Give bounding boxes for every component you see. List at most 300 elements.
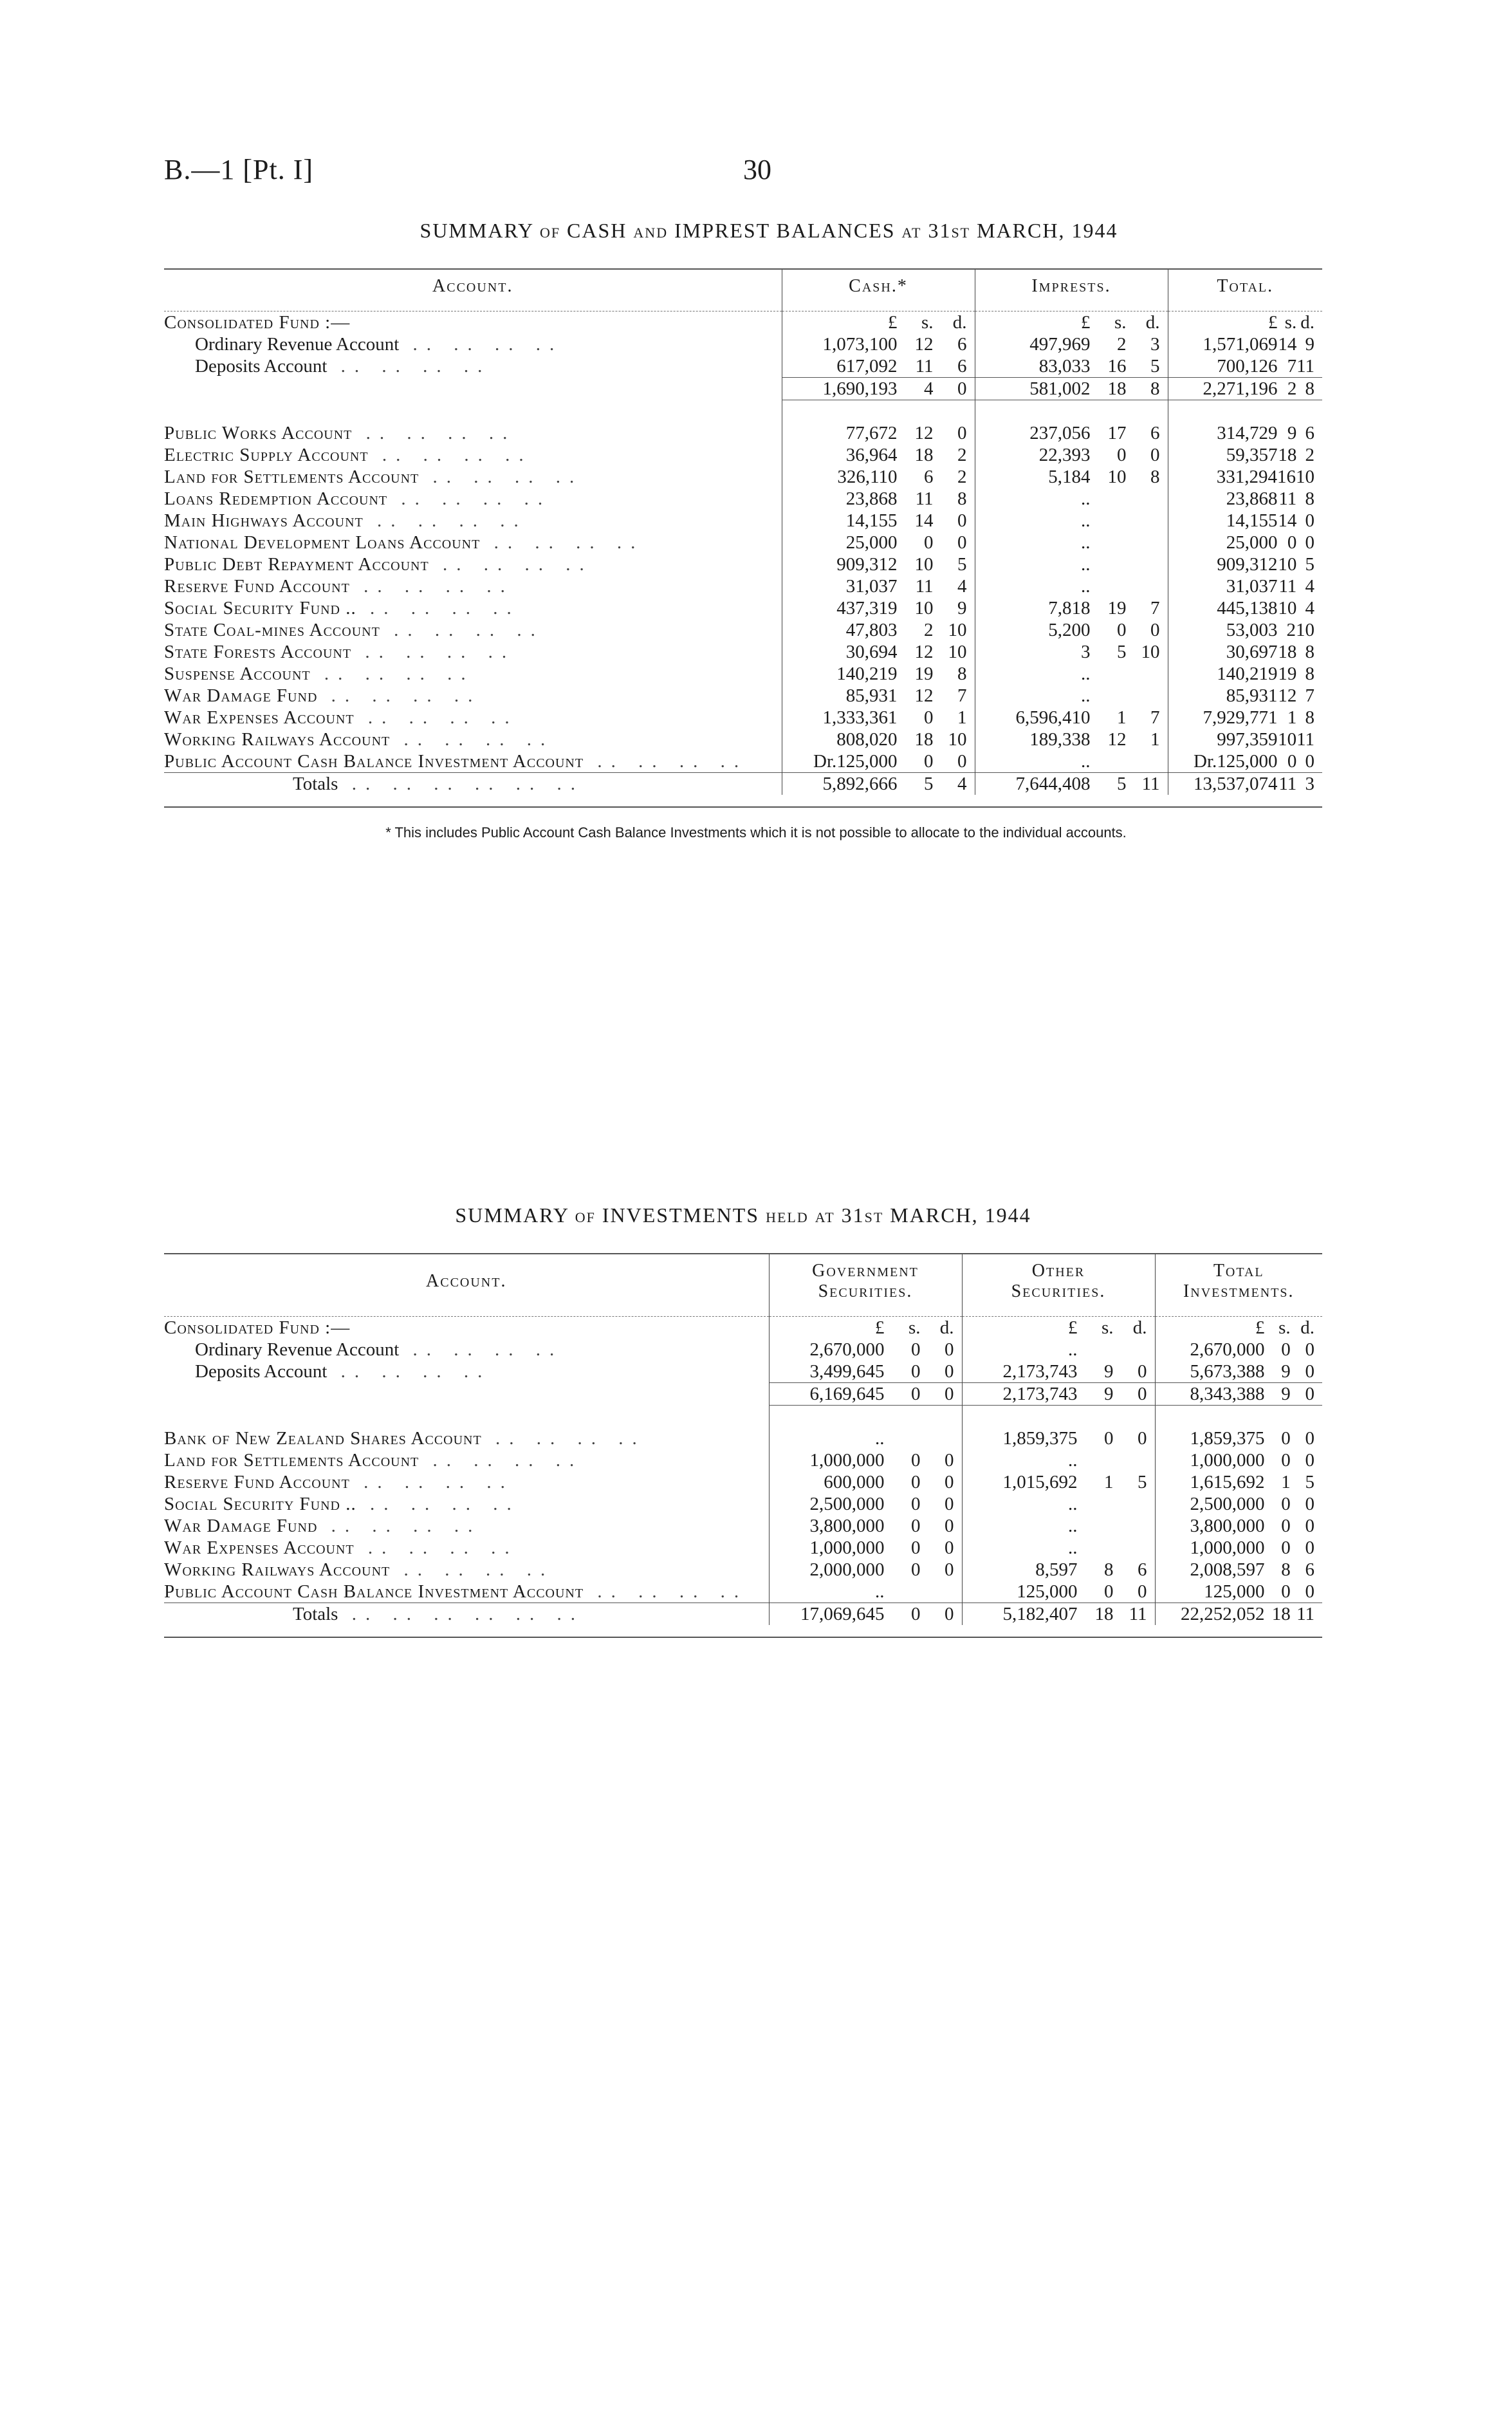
- shillings-value: 14: [1278, 510, 1297, 531]
- amount-cell: [1168, 641, 1322, 663]
- amount: [975, 553, 1168, 575]
- account-name: Public Account Cash Balance Investment Account: [164, 1581, 584, 1602]
- shillings-value: 12: [1107, 729, 1127, 750]
- amount-cell: [1155, 1493, 1322, 1515]
- leader-dots: .. .. .. ..: [327, 356, 492, 377]
- shilling-unit: s.: [1284, 312, 1297, 333]
- pounds-value: ..: [875, 1581, 885, 1602]
- amount: [1156, 1603, 1323, 1625]
- shillings-value: 0: [1281, 1428, 1291, 1449]
- pence-value: 6: [1138, 1559, 1147, 1580]
- header-other-securities: [962, 1254, 1155, 1317]
- pound-unit: £: [1081, 312, 1091, 333]
- pounds-value: 326,110: [837, 467, 898, 487]
- table-row: [164, 1515, 1322, 1537]
- investments-closing-rule: [164, 1637, 1322, 1638]
- unit-cell: [782, 311, 975, 334]
- pence-value: 0: [945, 1494, 954, 1514]
- pence-value: 4: [957, 774, 967, 794]
- leader-dots: .. .. .. ..: [368, 445, 533, 465]
- pounds-value: 617,092: [836, 356, 898, 376]
- pounds-value: ..: [1068, 1494, 1078, 1514]
- amount: [975, 466, 1168, 488]
- pence-value: 11: [1296, 729, 1314, 750]
- amount: [782, 729, 975, 750]
- amount: [782, 575, 975, 597]
- account-name-cell: [164, 597, 782, 619]
- shillings-value: 16: [1277, 467, 1296, 487]
- shillings-value: 0: [911, 1450, 921, 1471]
- amount: [975, 355, 1168, 377]
- pounds-value: 25,000: [1226, 532, 1278, 553]
- pence-value: 8: [1305, 642, 1314, 662]
- amount: [1168, 355, 1323, 377]
- pounds-value: 909,312: [1217, 554, 1278, 575]
- pounds-value: 22,393: [1038, 445, 1091, 465]
- shillings-value: 18: [1278, 642, 1297, 662]
- pence-value: 8: [1305, 707, 1314, 728]
- table-row: [164, 444, 1322, 466]
- pence-unit: d.: [1300, 1317, 1314, 1338]
- pounds-value: 497,969: [1029, 334, 1091, 355]
- pence-value: [1114, 1493, 1147, 1515]
- amount: [1156, 1339, 1323, 1361]
- amount-cell: [1168, 685, 1322, 707]
- unit-cell: [975, 311, 1168, 334]
- pence-value: 6: [1305, 423, 1314, 443]
- currency-units: [1156, 1317, 1323, 1339]
- pence-value: 0: [957, 378, 967, 399]
- amount: [975, 663, 1168, 685]
- shillings-value: 19: [1278, 664, 1297, 684]
- table-row: [164, 532, 1322, 553]
- pounds-value: 1,000,000: [809, 1450, 885, 1471]
- shillings-value: 11: [915, 356, 934, 376]
- pence-value: 10: [948, 729, 967, 750]
- blank-cell: [769, 1406, 962, 1428]
- amount: [770, 1537, 962, 1559]
- amount: [1156, 1427, 1323, 1449]
- table-row: [164, 707, 1322, 729]
- account-name-cell: [164, 333, 782, 355]
- shillings-value: 10: [914, 598, 934, 618]
- blank-cell: [782, 400, 975, 423]
- amount-cell: [1155, 1471, 1322, 1493]
- pounds-value: 13,537,074: [1194, 774, 1278, 794]
- pounds-value: 1,690,193: [822, 378, 898, 399]
- pounds-value: 5,184: [1048, 467, 1091, 487]
- amount: [975, 729, 1168, 750]
- shillings-value: 14: [1278, 334, 1297, 355]
- amount-cell: [975, 553, 1168, 575]
- pence-value: 7: [1150, 707, 1160, 728]
- account-name-cell: [164, 685, 782, 707]
- table-row: [164, 1581, 1322, 1603]
- pence-value: 1: [957, 707, 967, 728]
- leader-dots: .. .. .. ..: [419, 467, 584, 487]
- amount-cell: [962, 1449, 1155, 1471]
- account-name-cell: [164, 532, 782, 553]
- shillings-value: 10: [1278, 554, 1297, 575]
- amount-cell: [769, 1537, 962, 1559]
- leader-dots: .. .. .. ..: [363, 510, 528, 531]
- pence-value: 0: [1150, 620, 1160, 640]
- pounds-value: 140,219: [1217, 664, 1278, 684]
- amount-cell: [975, 532, 1168, 553]
- pounds-value: 437,319: [836, 598, 898, 618]
- account-name-cell: [164, 510, 782, 532]
- shillings-value: 0: [1281, 1538, 1291, 1558]
- pence-value: 2: [1305, 445, 1314, 465]
- amount: [963, 1493, 1155, 1515]
- pence-value: [1114, 1449, 1147, 1471]
- account-name-cell: [164, 1493, 769, 1515]
- investments-table-body: [164, 1317, 1322, 1626]
- account-name: Land for Settlements Account: [164, 467, 419, 487]
- amount-cell: [1168, 466, 1322, 488]
- shillings-value: 17: [1107, 423, 1127, 443]
- shillings-value: 12: [914, 685, 934, 706]
- shillings-value: 0: [924, 532, 934, 553]
- shillings-value: 18: [1271, 1604, 1291, 1624]
- amount: [975, 685, 1168, 707]
- shillings-value: 4: [924, 378, 934, 399]
- shilling-unit: s.: [921, 312, 934, 333]
- amount: [782, 422, 975, 444]
- unit-cell: [1168, 311, 1322, 334]
- amount: [770, 1339, 962, 1361]
- leader-dots: .. .. .. ..: [429, 554, 593, 575]
- shillings-value: 1: [1104, 1472, 1114, 1492]
- amount-cell: [769, 1493, 962, 1515]
- pence-value: [1114, 1339, 1147, 1361]
- pence-value: 8: [1150, 378, 1160, 399]
- pounds-value: Dr.125,000: [1194, 751, 1278, 772]
- amount-cell: [962, 1427, 1155, 1449]
- account-name-cell: [164, 1339, 769, 1361]
- currency-units: [782, 311, 975, 333]
- amount-cell: [769, 1581, 962, 1603]
- pounds-value: 1,333,361: [822, 707, 898, 728]
- pence-value: [921, 1581, 954, 1603]
- amount: [1168, 466, 1323, 488]
- amount: [782, 641, 975, 663]
- totals-row: [164, 773, 1322, 795]
- amount-cell: [975, 729, 1168, 750]
- pounds-value: ..: [1081, 510, 1091, 531]
- shillings-value: 0: [1117, 445, 1127, 465]
- amount-cell: [769, 1471, 962, 1493]
- table-row: [164, 663, 1322, 685]
- leader-dots: .. .. .. ..: [584, 751, 748, 772]
- pence-unit: d.: [1300, 312, 1314, 333]
- pence-value: 5: [957, 554, 967, 575]
- table-row: [164, 488, 1322, 510]
- amount: [1168, 685, 1323, 707]
- header-gov-line2: Securities.: [818, 1281, 913, 1301]
- table-row: [164, 1493, 1322, 1515]
- pounds-value: 25,000: [845, 532, 898, 553]
- pounds-value: ..: [1081, 664, 1091, 684]
- pence-value: 0: [945, 1384, 954, 1404]
- amount-cell: [1168, 333, 1322, 355]
- account-name-cell: [164, 575, 782, 597]
- table-row: [164, 1427, 1322, 1449]
- pounds-value: 125,000: [1204, 1581, 1265, 1602]
- pence-value: 0: [1305, 751, 1314, 772]
- currency-units: [963, 1317, 1155, 1339]
- pence-value: 5: [1138, 1472, 1147, 1492]
- shilling-unit: s.: [1101, 1317, 1114, 1338]
- pence-value: [1127, 750, 1160, 772]
- amount: [782, 597, 975, 619]
- pence-value: [1127, 488, 1160, 510]
- account-name: Ordinary Revenue Account: [195, 1339, 400, 1360]
- pence-value: 11: [1141, 774, 1160, 794]
- leader-dots: .. .. .. ..: [352, 423, 517, 443]
- pounds-value: 1,000,000: [1190, 1450, 1265, 1471]
- amount-cell: [1155, 1581, 1322, 1603]
- pounds-value: 600,000: [824, 1472, 885, 1492]
- amount: [782, 444, 975, 466]
- amount-cell: [782, 619, 975, 641]
- shillings-value: 18: [1107, 378, 1127, 399]
- pounds-value: 1,015,692: [1002, 1472, 1078, 1492]
- pence-value: 11: [1296, 1604, 1314, 1624]
- amount-cell: [1155, 1603, 1322, 1626]
- shillings-value: [1078, 1537, 1114, 1559]
- pence-value: [1127, 685, 1160, 707]
- pounds-value: 5,200: [1048, 620, 1091, 640]
- totals-label-cell: [164, 1603, 769, 1626]
- leader-dots: .. .. .. ..: [354, 1538, 519, 1558]
- pounds-value: 2,271,196: [1203, 378, 1278, 399]
- amount: [1168, 641, 1323, 663]
- unit-cell: [962, 1317, 1155, 1339]
- pence-value: [1127, 553, 1160, 575]
- shillings-value: [1078, 1449, 1114, 1471]
- pence-value: 8: [1305, 488, 1314, 509]
- shillings-value: 18: [914, 445, 934, 465]
- amount: [975, 422, 1168, 444]
- header-other-line2: Securities.: [1011, 1281, 1106, 1301]
- pence-value: 0: [945, 1339, 954, 1360]
- account-name-cell: [164, 707, 782, 729]
- investments-summary-title: SUMMARY of INVESTMENTS held at 31st MARCH, 1944: [455, 1203, 1031, 1227]
- account-name: Deposits Account: [195, 1361, 327, 1382]
- pence-value: 9: [1305, 334, 1314, 355]
- amount: [782, 750, 975, 772]
- shillings-value: 9: [1281, 1384, 1291, 1404]
- leader-dots: .. .. .. ..: [584, 1581, 748, 1602]
- leader-dots: .. .. .. ..: [399, 334, 564, 355]
- amount-cell: [1168, 422, 1322, 444]
- pence-value: 0: [945, 1472, 954, 1492]
- shillings-value: 0: [1281, 1581, 1291, 1602]
- account-name: Social Security Fund ..: [164, 1494, 356, 1514]
- spacer-row: [164, 400, 1322, 423]
- pence-value: [1127, 510, 1160, 532]
- account-name: Reserve Fund Account: [164, 576, 350, 597]
- amount: [770, 1493, 962, 1515]
- blank-cell: [164, 400, 782, 423]
- pence-value: 11: [1296, 356, 1314, 376]
- amount-cell: [1168, 663, 1322, 685]
- pence-value: 0: [1305, 1361, 1314, 1382]
- amount-cell: [1155, 1515, 1322, 1537]
- amount-cell: [975, 444, 1168, 466]
- pounds-value: 125,000: [1017, 1581, 1078, 1602]
- pounds-value: 30,697: [1226, 642, 1278, 662]
- shillings-value: [885, 1581, 921, 1603]
- currency-units: [975, 311, 1168, 333]
- amount: [963, 1559, 1155, 1581]
- pounds-value: 1,000,000: [1190, 1538, 1265, 1558]
- shillings-value: 0: [911, 1516, 921, 1536]
- amount: [782, 619, 975, 641]
- account-name: Land for Settlements Account: [164, 1450, 419, 1471]
- account-name: Public Account Cash Balance Investment Account: [164, 751, 584, 772]
- header-total-investments: [1155, 1254, 1322, 1317]
- pence-value: 0: [1305, 1581, 1314, 1602]
- table-row: [164, 641, 1322, 663]
- amount: [1156, 1471, 1323, 1493]
- pounds-value: ..: [1068, 1450, 1078, 1471]
- shillings-value: 8: [1104, 1559, 1114, 1580]
- amount-cell: [975, 750, 1168, 773]
- amount: [770, 1427, 962, 1449]
- investments-summary: [164, 1203, 1322, 1638]
- amount: [782, 532, 975, 553]
- amount: [1168, 488, 1323, 510]
- pounds-value: 331,294: [1216, 467, 1277, 487]
- leader-dots: .. .. .. ..: [390, 1559, 555, 1580]
- pounds-value: 2,670,000: [809, 1339, 885, 1360]
- shillings-value: 0: [1281, 1516, 1291, 1536]
- shillings-value: 0: [1104, 1581, 1114, 1602]
- shillings-value: 10: [1278, 598, 1297, 618]
- table-row: [164, 1361, 1322, 1383]
- amount: [770, 1383, 962, 1405]
- leader-dots: .. .. .. ..: [317, 1516, 482, 1536]
- account-name: Electric Supply Account: [164, 445, 369, 465]
- pounds-value: 23,868: [1226, 488, 1278, 509]
- amount: [782, 355, 975, 377]
- cash-closing-rule: [164, 806, 1322, 808]
- pounds-value: ..: [1081, 532, 1091, 553]
- table-row: [164, 685, 1322, 707]
- shillings-value: 11: [1278, 774, 1297, 794]
- shillings-value: 16: [1107, 356, 1127, 376]
- pounds-value: 1,073,100: [822, 334, 898, 355]
- amount: [1168, 773, 1323, 795]
- amount: [975, 333, 1168, 355]
- table-row: [164, 1471, 1322, 1493]
- amount: [1168, 444, 1323, 466]
- page-number: 30: [743, 154, 771, 185]
- totals-label: Totals: [293, 1604, 338, 1624]
- pounds-value: Dr.125,000: [813, 751, 898, 772]
- pounds-value: 47,803: [845, 620, 898, 640]
- currency-units: [770, 1317, 962, 1339]
- pence-value: 7: [957, 685, 967, 706]
- shillings-value: 10: [1107, 467, 1127, 487]
- amount-cell: [1168, 707, 1322, 729]
- pounds-value: 1,859,375: [1190, 1428, 1265, 1449]
- account-name: Deposits Account: [195, 356, 327, 377]
- pence-value: [921, 1427, 954, 1449]
- amount-cell: [962, 1383, 1155, 1406]
- pence-value: 6: [1150, 423, 1160, 443]
- blank-cell: [1155, 1406, 1322, 1428]
- account-name-cell: [164, 444, 782, 466]
- pounds-value: 59,357: [1226, 445, 1278, 465]
- shillings-value: 0: [1287, 751, 1297, 772]
- pence-value: 0: [945, 1450, 954, 1471]
- pounds-value: 5,182,407: [1002, 1604, 1078, 1624]
- pence-value: 0: [957, 751, 967, 772]
- leader-dots: .. .. .. ..: [349, 576, 514, 597]
- shillings-value: 2: [1286, 620, 1296, 640]
- amount: [770, 1603, 962, 1625]
- shillings-value: 1: [1281, 1472, 1291, 1492]
- pounds-value: 1,615,692: [1190, 1472, 1265, 1492]
- shillings-value: 0: [911, 1384, 921, 1404]
- pence-value: 7: [1305, 685, 1314, 706]
- table-row: [164, 1449, 1322, 1471]
- pence-value: 0: [1305, 1538, 1314, 1558]
- amount: [1168, 378, 1323, 400]
- pence-value: 0: [1305, 1450, 1314, 1471]
- amount: [963, 1581, 1155, 1603]
- consolidated-fund-heading-row: [164, 311, 1322, 334]
- pence-value: 8: [1305, 664, 1314, 684]
- amount: [770, 1361, 962, 1382]
- amount-cell: [1168, 553, 1322, 575]
- pound-unit: £: [1068, 1317, 1078, 1338]
- pounds-value: 909,312: [836, 554, 898, 575]
- amount-cell: [782, 641, 975, 663]
- amount-cell: [782, 750, 975, 773]
- pound-unit: £: [888, 312, 898, 333]
- shillings-value: 0: [924, 707, 934, 728]
- table-row: [164, 729, 1322, 750]
- blank-cell: [164, 1406, 769, 1428]
- amount: [963, 1515, 1155, 1537]
- shillings-value: 19: [1107, 598, 1127, 618]
- cash-table-body: [164, 311, 1322, 795]
- account-name-cell: [164, 1471, 769, 1493]
- amount: [1168, 750, 1323, 772]
- pence-value: 5: [1305, 1472, 1314, 1492]
- amount: [975, 773, 1168, 795]
- pounds-value: 6,169,645: [809, 1384, 885, 1404]
- pence-value: 11: [1129, 1604, 1147, 1624]
- pence-value: 0: [957, 423, 967, 443]
- amount: [1156, 1515, 1323, 1537]
- table-row: [164, 355, 1322, 378]
- leader-dots: .. .. .. ..: [356, 598, 521, 618]
- amount-cell: [782, 663, 975, 685]
- pounds-value: 3: [1081, 642, 1091, 662]
- account-name: War Damage Fund: [164, 685, 318, 706]
- totals-label: Totals: [293, 774, 338, 794]
- pence-value: 2: [957, 445, 967, 465]
- amount: [963, 1361, 1155, 1382]
- cash-imprest-table: [164, 268, 1322, 795]
- cash-summary-title: SUMMARY of CASH and IMPREST BALANCES at 31st MARCH, 1944: [419, 219, 1118, 242]
- amount: [770, 1449, 962, 1471]
